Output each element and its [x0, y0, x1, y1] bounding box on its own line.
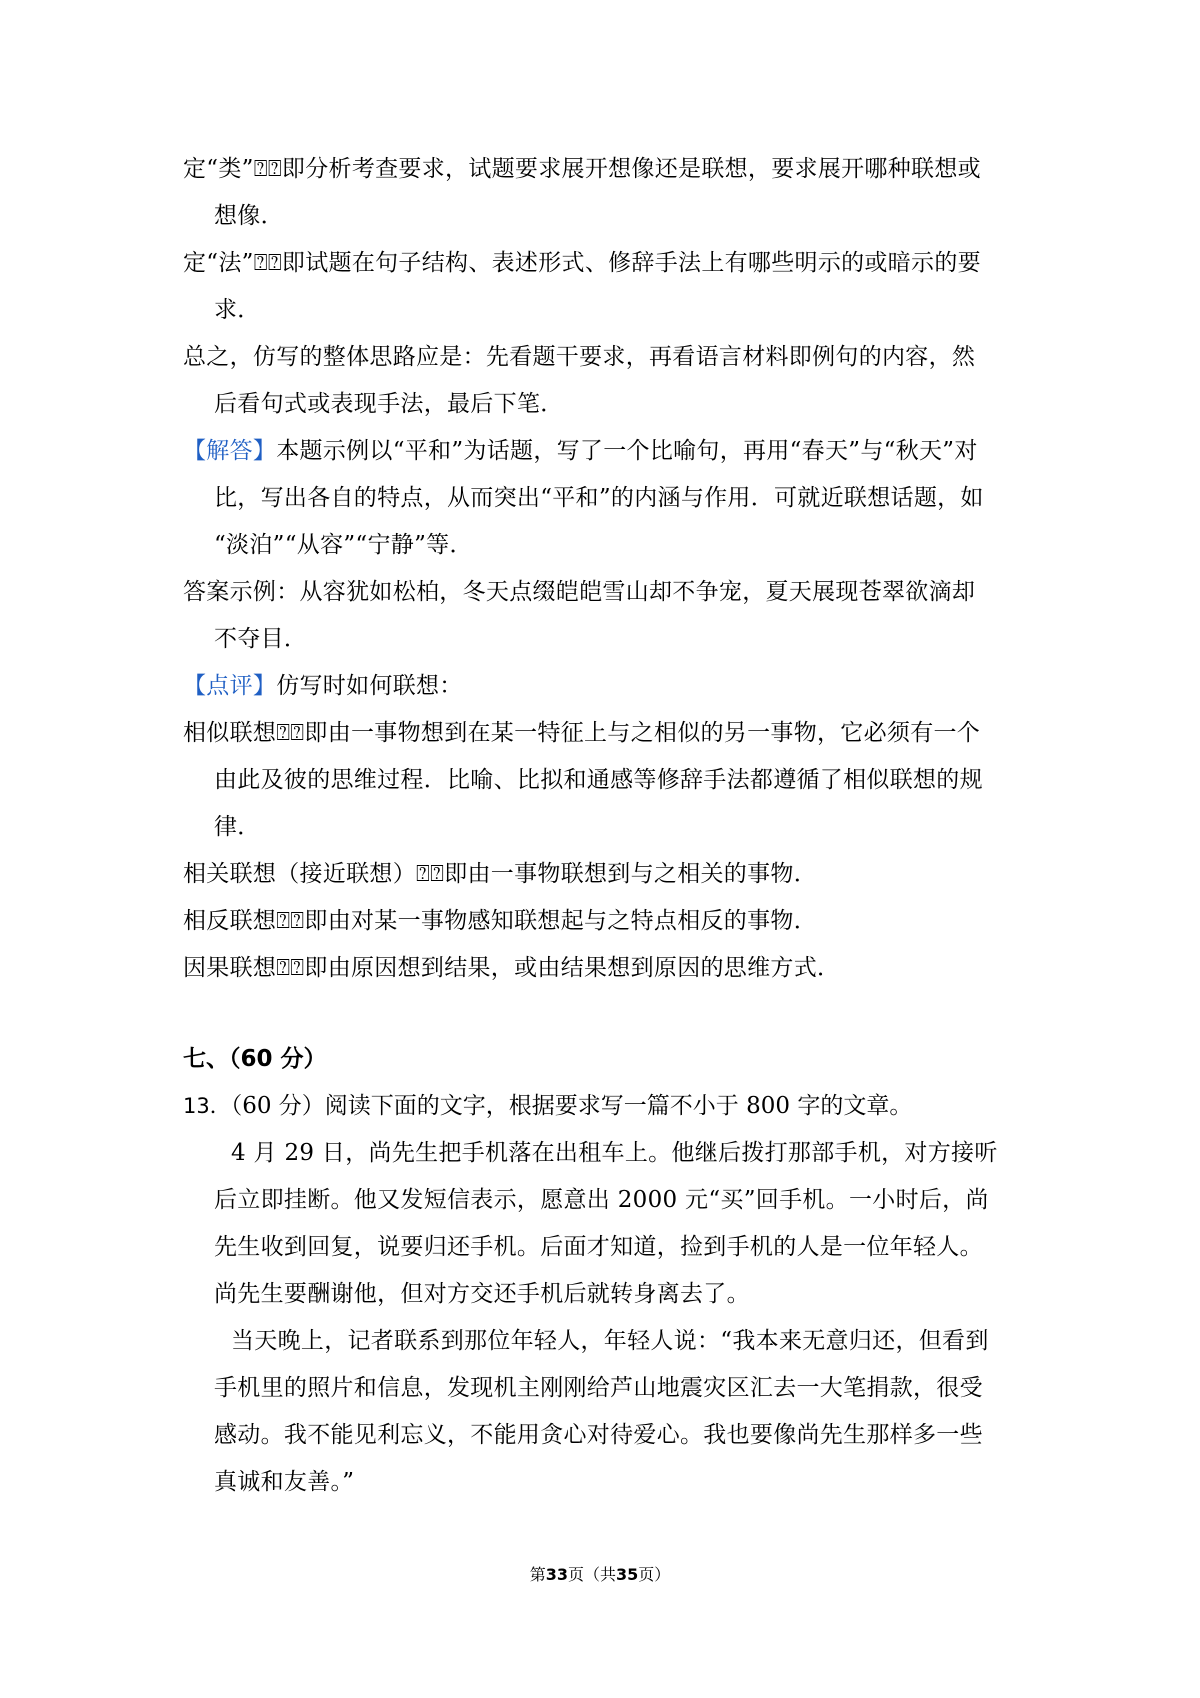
association-line: 相关联想（接近联想）⍰⍰即由一事物联想到与之相关的事物．	[183, 861, 817, 887]
answer-tag: 【解答】	[183, 438, 277, 464]
comment-tag: 【点评】	[183, 673, 277, 699]
footer-middle: 页（共	[567, 1565, 616, 1584]
footer-suffix: 页）	[638, 1565, 671, 1584]
text-line: 后看句式或表现手法，最后下笔．	[214, 391, 564, 417]
text-line: 想像．	[214, 203, 284, 229]
text-line: 定“法”⍰⍰即试题在句子结构、表述形式、修辞手法上有哪些明示的或暗示的要	[183, 250, 981, 276]
footer-total-pages: 35	[616, 1565, 639, 1584]
passage-line: 真诚和友善。”	[214, 1469, 355, 1495]
passage-line: 先生收到回复，说要归还手机。后面才知道，捡到手机的人是一位年轻人。	[214, 1234, 983, 1260]
answer-text: 本题示例以“平和”为话题，写了一个比喻句，再用“春天”与“秋天”对	[276, 438, 978, 464]
section-heading: 七、（60 分）	[183, 1046, 327, 1072]
association-line: 相似联想⍰⍰即由一事物想到在某一特征上与之相似的另一事物，它必须有一个	[183, 720, 981, 746]
comment-text: 仿写时如何联想：	[276, 673, 463, 699]
footer-page-number: 33	[545, 1565, 568, 1584]
passage-line: 后立即挂断。他又发短信表示，愿意出 2000 元“买”回手机。一小时后，尚	[214, 1187, 989, 1213]
page-footer	[0, 1562, 1200, 1585]
association-line: 因果联想⍰⍰即由原因想到结果，或由结果想到原因的思维方式．	[183, 955, 841, 981]
passage-line: 尚先生要酬谢他，但对方交还手机后就转身离去了。	[214, 1281, 750, 1307]
comment-line	[183, 663, 1029, 710]
page-content	[183, 146, 1029, 1506]
question-number: 13．	[183, 1094, 231, 1118]
passage-line: 4 月 29 日，尚先生把手机落在出租车上。他继后拨打那部手机，对方接听	[231, 1140, 998, 1166]
passage-line: 当天晚上，记者联系到那位年轻人，年轻人说：“我本来无意归还，但看到	[231, 1328, 989, 1354]
association-line: 律．	[214, 814, 261, 840]
example-line: 不夺目．	[214, 626, 308, 652]
text-line: 求．	[214, 297, 261, 323]
example-line: 答案示例：从容犹如松柏，冬天点缀皑皑雪山却不争宠，夏天展现苍翠欲滴却	[183, 579, 976, 605]
association-line: 相反联想⍰⍰即由对某一事物感知联想起与之特点相反的事物．	[183, 908, 817, 934]
footer-prefix: 第	[529, 1565, 546, 1584]
question-stem	[183, 1083, 1029, 1130]
answer-line: 比，写出各自的特点，从而突出“平和”的内涵与作用．可就近联想话题，如	[214, 485, 984, 511]
answer-line	[183, 428, 1029, 475]
association-line: 由此及彼的思维过程．比喻、比拟和通感等修辞手法都遵循了相似联想的规	[214, 767, 983, 793]
text-line: 总之，仿写的整体思路应是：先看题干要求，再看语言材料即例句的内容，然	[183, 344, 976, 370]
passage-line: 手机里的照片和信息，发现机主刚刚给芦山地震灾区汇去一大笔捐款，很受	[214, 1375, 983, 1401]
answer-line: “淡泊”“从容”“宁静”等．	[214, 532, 473, 558]
passage-line: 感动。我不能见利忘义，不能用贪心对待爱心。我也要像尚先生那样多一些	[214, 1422, 983, 1448]
question-text: （60 分）阅读下面的文字，根据要求写一篇不小于 800 字的文章。	[230, 1093, 913, 1119]
text-line: 定“类”⍰⍰即分析考查要求，试题要求展开想像还是联想，要求展开哪种联想或	[183, 156, 981, 182]
